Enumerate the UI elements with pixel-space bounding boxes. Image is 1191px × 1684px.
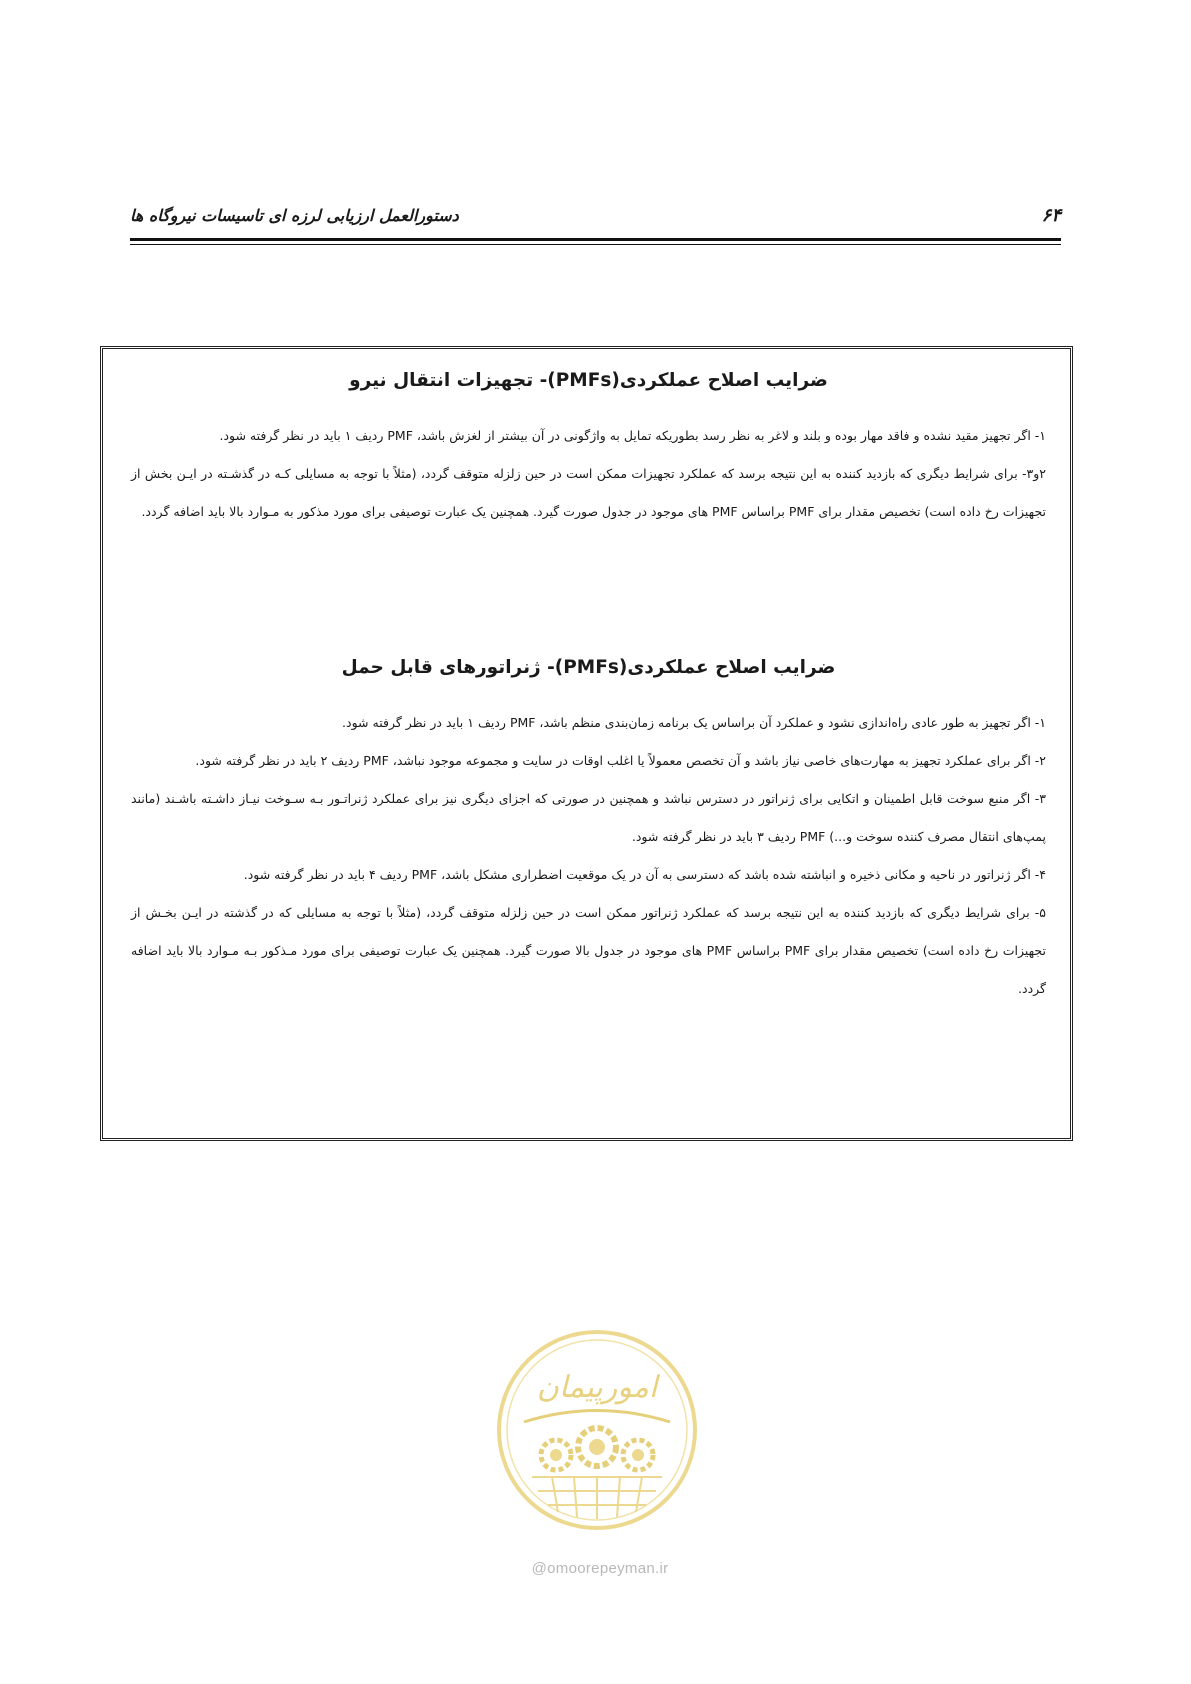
content-box — [100, 346, 1073, 1141]
header-rule-thin — [130, 244, 1061, 245]
document-title: دستورالعمل ارزیابی لرزه ای تاسیسات نیروگاه ها — [130, 205, 459, 225]
paragraph: ۱- اگر تجهیز مقید نشده و فاقد مهار بوده و بلند و لاغر به نظر رسد بطوریکه تمایل به واژگونی در آن بیشتر از لغزش باشد، PMF ردیف ۱ باید در نظر گرفته شود. — [219, 428, 1046, 443]
page-number: ۶۴ — [1041, 204, 1061, 226]
paragraph: ۱- اگر تجهیز به طور عادی راه‌اندازی نشود و عملکرد آن براساس یک برنامه زمان‌بندی منظم باشد، PMF ردیف ۱ باید در نظر گرفته شود. — [342, 715, 1046, 730]
logo-text: امورپیمان — [536, 1370, 658, 1405]
paragraph: ۵- برای شرایط دیگری که بازدید کننده به این نتیجه برسد که عملکرد ژنراتور ممکن است در حین زلزله متوقف گردد، (مثلاً با توجه به مسایلی که در گذشته در ایـن بخـش از تجهیزات رخ داده است) تخصیص مقدار برای PMF براساس PMF های موجود در جدول بالا صورت گیرد. همچنین یک عبارت توصیفی برای مورد مـذکور بـه مـوارد بالا باید اضافه گردد. — [131, 905, 1046, 996]
at-icon: @ — [531, 1560, 548, 1577]
section-portable-generators — [131, 654, 1046, 1008]
section-title: ضرایب اصلاح عملکردی(PMFs)- ژنراتورهای قابل حمل — [341, 657, 836, 678]
header-rule-thick — [130, 238, 1061, 241]
paragraph: ۲- اگر برای عملکرد تجهیز به مهارت‌های خاصی نیاز باشد و آن تخصص معمولاً یا اغلب اوقات در سایت و مجموعه موجود نباشد، PMF ردیف ۲ باید در نظر گرفته شود. — [195, 753, 1046, 768]
paragraph: ۳- اگر منبع سوخت قابل اطمینان و اتکایی برای ژنراتور در دسترس نباشد و همچنین در صورتی که اجزای دیگری نیز برای عملکرد ژنراتـور بـه سـوخت نیـاز داشـته باشـند (مانند پمپ‌های انتقال مصرف کننده سوخت و...) PMF ردیف ۳ باید در نظر گرفته شود. — [131, 791, 1046, 844]
page-header — [130, 198, 1061, 232]
paragraph: ۴- اگر ژنراتور در ناحیه و مکانی ذخیره و انباشته شده باشد که دسترسی به آن در یک موقعیت اضطراری مشکل باشد، PMF ردیف ۴ باید در نظر گرفته شود. — [243, 867, 1046, 882]
watermark-logo — [494, 1327, 700, 1533]
site-text: omoorepeyman.ir — [547, 1560, 669, 1577]
section-power-transmission — [131, 367, 1046, 531]
watermark-site — [480, 1560, 720, 1577]
section-title: ضرایب اصلاح عملکردی(PMFs)- تجهیزات انتقال نیرو — [349, 370, 828, 391]
paragraph: ۲و۳- برای شرایط دیگری که بازدید کننده به این نتیجه برسد که عملکرد تجهیزات ممکن است در حین زلزله متوقف گردد، (مثلاً با توجه به مسایلی کـه در گذشـته در ایـن بخش از تجهیزات رخ داده است) تخصیص مقدار برای PMF براساس PMF های موجود در جدول صورت گیرد. همچنین یک عبارت توصیفی برای مورد مذکور به مـوارد بالا باید اضافه گردد. — [131, 466, 1046, 519]
